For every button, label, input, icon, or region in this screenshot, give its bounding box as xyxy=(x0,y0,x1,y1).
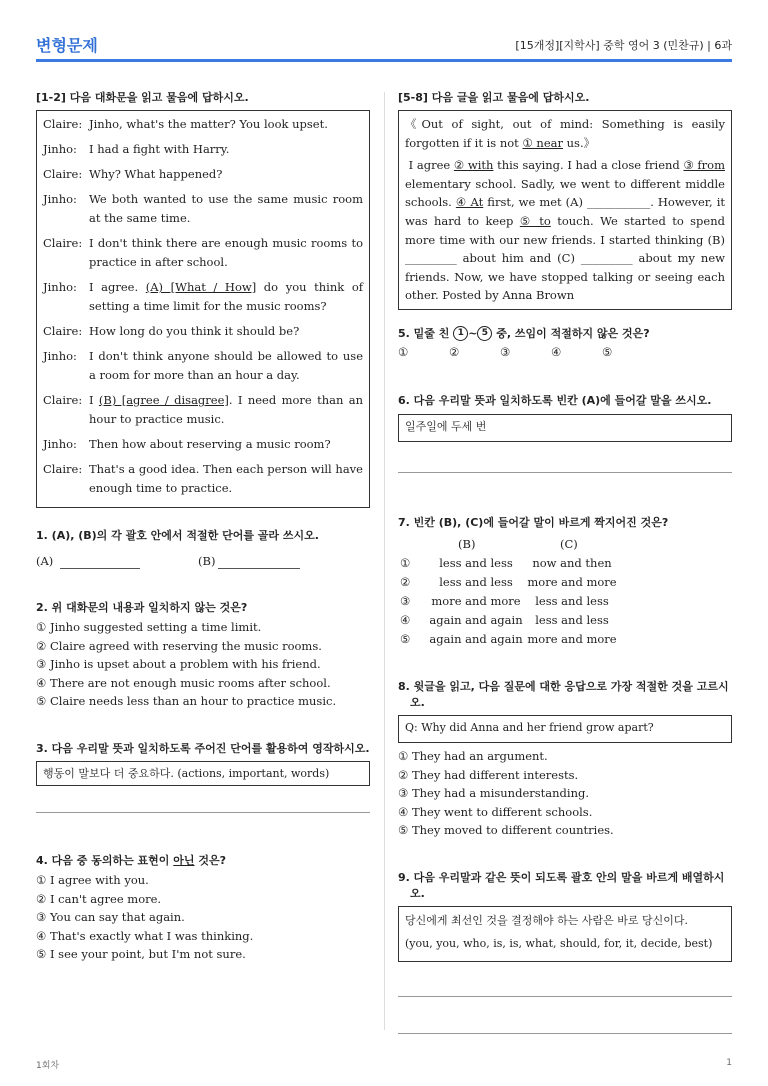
dialogue-text-post: . I need more than an hour to practice music. xyxy=(89,393,363,426)
q9-title: 9. 다음 우리말과 같은 뜻이 되도록 괄호 안의 말을 바르게 배열하시오. xyxy=(398,870,725,900)
dialogue-blank-choice: (B) [agree / disagree] xyxy=(98,393,229,407)
q2-options xyxy=(36,618,370,711)
q1-title: 1. (A), (B)의 각 괄호 안에서 적절한 단어를 골라 쓰시오. xyxy=(36,529,319,542)
answer-option[interactable]: ④ xyxy=(551,344,562,359)
marker-3: ③ from xyxy=(683,158,725,173)
marker-1: ① near xyxy=(522,135,563,150)
footer-round: 1회차 xyxy=(36,1061,60,1071)
dialogue-line xyxy=(43,460,363,498)
section-title-5-8: [5-8] 다음 글을 읽고 물음에 답하시오. xyxy=(398,91,590,104)
q9-answer-line-1[interactable] xyxy=(398,996,732,997)
dialogue-text: Why? What happened? xyxy=(89,167,223,181)
passage-text: I agree xyxy=(408,158,454,173)
q9-prompt-box xyxy=(398,906,732,962)
dialogue-line xyxy=(43,190,363,228)
speaker-name: Jinho: xyxy=(43,142,77,156)
speaker-name: Jinho: xyxy=(43,280,77,294)
option-number: ④ xyxy=(400,612,411,627)
speaker-name: Claire: xyxy=(43,393,83,407)
answer-option[interactable] xyxy=(398,554,732,573)
answer-option[interactable]: ② xyxy=(449,344,460,359)
speaker-name: Claire: xyxy=(43,117,83,131)
dialogue-text-pre: I xyxy=(89,393,99,407)
marker-4: ④ At xyxy=(455,195,484,210)
q9-word-list: (you, you, who, is, is, what, should, for, it, decide, best) xyxy=(405,936,713,950)
dialogue-line xyxy=(43,391,363,429)
answer-option[interactable]: ④ They went to different schools. xyxy=(398,804,593,819)
option-number: ⑤ xyxy=(400,631,411,646)
option-b: again and again xyxy=(429,631,523,646)
q7-options xyxy=(398,554,732,649)
dialogue-text: That's a good idea. Then each person will have enough time to practice. xyxy=(89,462,363,495)
option-number: ① xyxy=(400,555,411,570)
circled-1-icon: 1 xyxy=(453,326,468,341)
speaker-name: Jinho: xyxy=(43,192,77,206)
dialogue-box xyxy=(36,110,370,508)
dialogue-line xyxy=(43,347,363,385)
dialogue-line xyxy=(43,322,363,341)
answer-option[interactable]: ② Claire agreed with reserving the music rooms. xyxy=(36,638,322,653)
marker-5: ⑤ to xyxy=(519,213,551,228)
q3-answer-line[interactable] xyxy=(36,812,370,813)
q3-prompt-box: 행동이 말보다 더 중요하다. (actions, important, words) xyxy=(36,761,370,786)
answer-option[interactable]: ① Jinho suggested setting a time limit. xyxy=(36,620,262,634)
q6-answer-line[interactable] xyxy=(398,472,732,473)
q1-label-b: (B) xyxy=(198,554,216,568)
answer-option[interactable] xyxy=(398,611,732,630)
dialogue-line xyxy=(43,435,363,454)
answer-option[interactable]: ② They had different interests. xyxy=(398,767,579,782)
answer-option[interactable]: ③ You can say that again. xyxy=(36,910,185,925)
answer-option[interactable] xyxy=(398,592,732,611)
answer-option[interactable]: ③ xyxy=(500,344,511,359)
dialogue-text: Then how about reserving a music room? xyxy=(89,437,331,451)
course-info: [15개정][지학사] 중학 영어 3 (민찬규) | 6과 xyxy=(515,39,732,52)
answer-option[interactable]: ④ There are not enough music rooms after school. xyxy=(36,675,331,690)
dialogue-line xyxy=(43,115,363,134)
dialogue-text: How long do you think it should be? xyxy=(89,324,300,338)
q7-col-c: (C) xyxy=(560,536,578,551)
q1-blank-b[interactable] xyxy=(218,568,300,569)
q1-label-a: (A) xyxy=(36,554,54,568)
left-column xyxy=(36,90,370,964)
answer-option[interactable]: ① They had an argument. xyxy=(398,748,548,763)
answer-option[interactable]: ② I can't agree more. xyxy=(36,891,162,906)
marker-2: ② with xyxy=(453,158,494,173)
speaker-name: Jinho: xyxy=(43,437,77,451)
dialogue-text: I don't think anyone should be allowed to use a room for more than an hour a day. xyxy=(89,349,363,382)
passage-text: 《Out of sight, out of mind: Something is easily forgotten if it is not xyxy=(405,117,725,150)
answer-option[interactable]: ④ That's exactly what I was thinking. xyxy=(36,928,254,943)
q1-answers xyxy=(36,554,370,576)
q5-options xyxy=(398,345,732,363)
passage-text: us.》 xyxy=(563,135,596,150)
right-column xyxy=(398,90,732,1034)
option-b: less and less xyxy=(439,555,513,570)
option-number: ② xyxy=(400,574,411,589)
header-rule xyxy=(36,59,732,62)
option-c: less and less xyxy=(535,593,609,608)
answer-option[interactable]: ③ Jinho is upset about a problem with his friend. xyxy=(36,657,321,672)
section-title-1-2: [1-2] 다음 대화문을 읽고 물음에 답하시오. xyxy=(36,91,249,104)
answer-option[interactable]: ⑤ Claire needs less than an hour to practice music. xyxy=(36,694,337,709)
dialogue-line xyxy=(43,140,363,159)
q8-question-box: Q: Why did Anna and her friend grow apart? xyxy=(398,715,732,743)
q2-title: 2. 위 대화문의 내용과 일치하지 않는 것은? xyxy=(36,601,248,614)
dialogue-text: Jinho, what's the matter? You look upset. xyxy=(89,117,328,131)
option-b: less and less xyxy=(439,574,513,589)
option-c: now and then xyxy=(532,555,612,570)
q5-tilde: ~ xyxy=(468,326,478,340)
answer-option[interactable] xyxy=(398,630,732,649)
q1-blank-a[interactable] xyxy=(60,568,140,569)
dialogue-text xyxy=(89,391,363,429)
dialogue-text-post: do you think of setting a time limit for the music rooms? xyxy=(89,280,364,313)
page-title: 변형문제 xyxy=(36,36,98,55)
speaker-name: Claire: xyxy=(43,324,83,338)
dialogue-line xyxy=(43,278,363,316)
q7-col-b: (B) xyxy=(458,536,476,551)
q8-title: 8. 윗글을 읽고, 다음 질문에 대한 응답으로 가장 적절한 것을 고르시오. xyxy=(398,679,729,709)
q7-header-row xyxy=(398,535,732,554)
column-divider xyxy=(384,92,385,1030)
q9-answer-line-2[interactable] xyxy=(398,1033,732,1034)
dialogue-text-pre: I agree. xyxy=(89,280,146,294)
option-c: less and less xyxy=(535,612,609,627)
option-b: again and again xyxy=(429,612,523,627)
dialogue-line xyxy=(43,234,363,272)
speaker-name: Jinho: xyxy=(43,349,77,363)
answer-option[interactable] xyxy=(398,573,732,592)
q5-title xyxy=(398,326,732,342)
speaker-name: Claire: xyxy=(43,167,83,181)
passage-text: elementary school. Sadly, we went to different middle schools. xyxy=(405,176,725,210)
answer-option[interactable]: ① xyxy=(398,344,409,359)
q6-prompt-box: 일주일에 두세 번 xyxy=(398,414,732,442)
dialogue-text: I don't think there are enough music rooms to practice in after school. xyxy=(89,236,363,269)
q9-korean-sentence: 당신에게 최선인 것을 결정해야 하는 사람은 바로 당신이다. xyxy=(405,913,688,927)
q4-title xyxy=(36,853,370,869)
option-c: more and more xyxy=(527,574,617,589)
dialogue-text: We both wanted to use the same music room at the same time. xyxy=(89,192,363,225)
q8-options xyxy=(398,747,732,840)
q6-title: 6. 다음 우리말 뜻과 일치하도록 빈칸 (A)에 들어갈 말을 쓰시오. xyxy=(398,393,712,407)
page-number: 1 xyxy=(726,1058,732,1068)
q3-title: 3. 다음 우리말 뜻과 일치하도록 주어진 단어를 활용하여 영작하시오. xyxy=(36,741,370,755)
passage-text: first, we met (A) ___________. However, it was hard to keep xyxy=(405,195,725,228)
q4-title-pre: 4. 다음 중 동의하는 표현이 xyxy=(36,853,174,867)
q4-title-post: 것은? xyxy=(194,853,226,867)
dialogue-blank-choice: (A) [What / How] xyxy=(145,280,257,294)
circled-5-icon: 5 xyxy=(477,326,492,341)
speaker-name: Claire: xyxy=(43,462,83,476)
dialogue-text xyxy=(89,278,363,316)
dialogue-text: I had a fight with Harry. xyxy=(89,142,230,156)
q4-options xyxy=(36,871,370,964)
passage-text: this saying. I had a close friend xyxy=(493,158,684,173)
answer-option[interactable]: ⑤ They moved to different countries. xyxy=(398,823,614,838)
answer-option[interactable]: ⑤ I see your point, but I'm not sure. xyxy=(36,947,246,962)
passage-text: touch. We started to spend more time with our new friends. I started thinking (B) _________ about him and (C) _________ about my new friends. Now, we have stopped talking or seeing each other. Posted by Anna Brown xyxy=(405,213,725,303)
q5-title-post: 중, 쓰임이 적절하지 않은 것은? xyxy=(492,326,650,340)
q4-title-underlined: 아닌 xyxy=(173,853,195,867)
option-number: ③ xyxy=(400,593,411,608)
option-b: more and more xyxy=(431,593,521,608)
option-c: more and more xyxy=(527,631,617,646)
answer-option[interactable]: ③ They had a misunderstanding. xyxy=(398,786,590,801)
q7-title: 7. 빈칸 (B), (C)에 들어갈 말이 바르게 짝지어진 것은? xyxy=(398,515,669,529)
passage-box xyxy=(398,110,732,310)
answer-option[interactable]: ① I agree with you. xyxy=(36,872,149,887)
speaker-name: Claire: xyxy=(43,236,83,250)
q5-title-pre: 5. 밑줄 친 xyxy=(398,326,454,340)
dialogue-line xyxy=(43,165,363,184)
answer-option[interactable]: ⑤ xyxy=(602,344,613,359)
